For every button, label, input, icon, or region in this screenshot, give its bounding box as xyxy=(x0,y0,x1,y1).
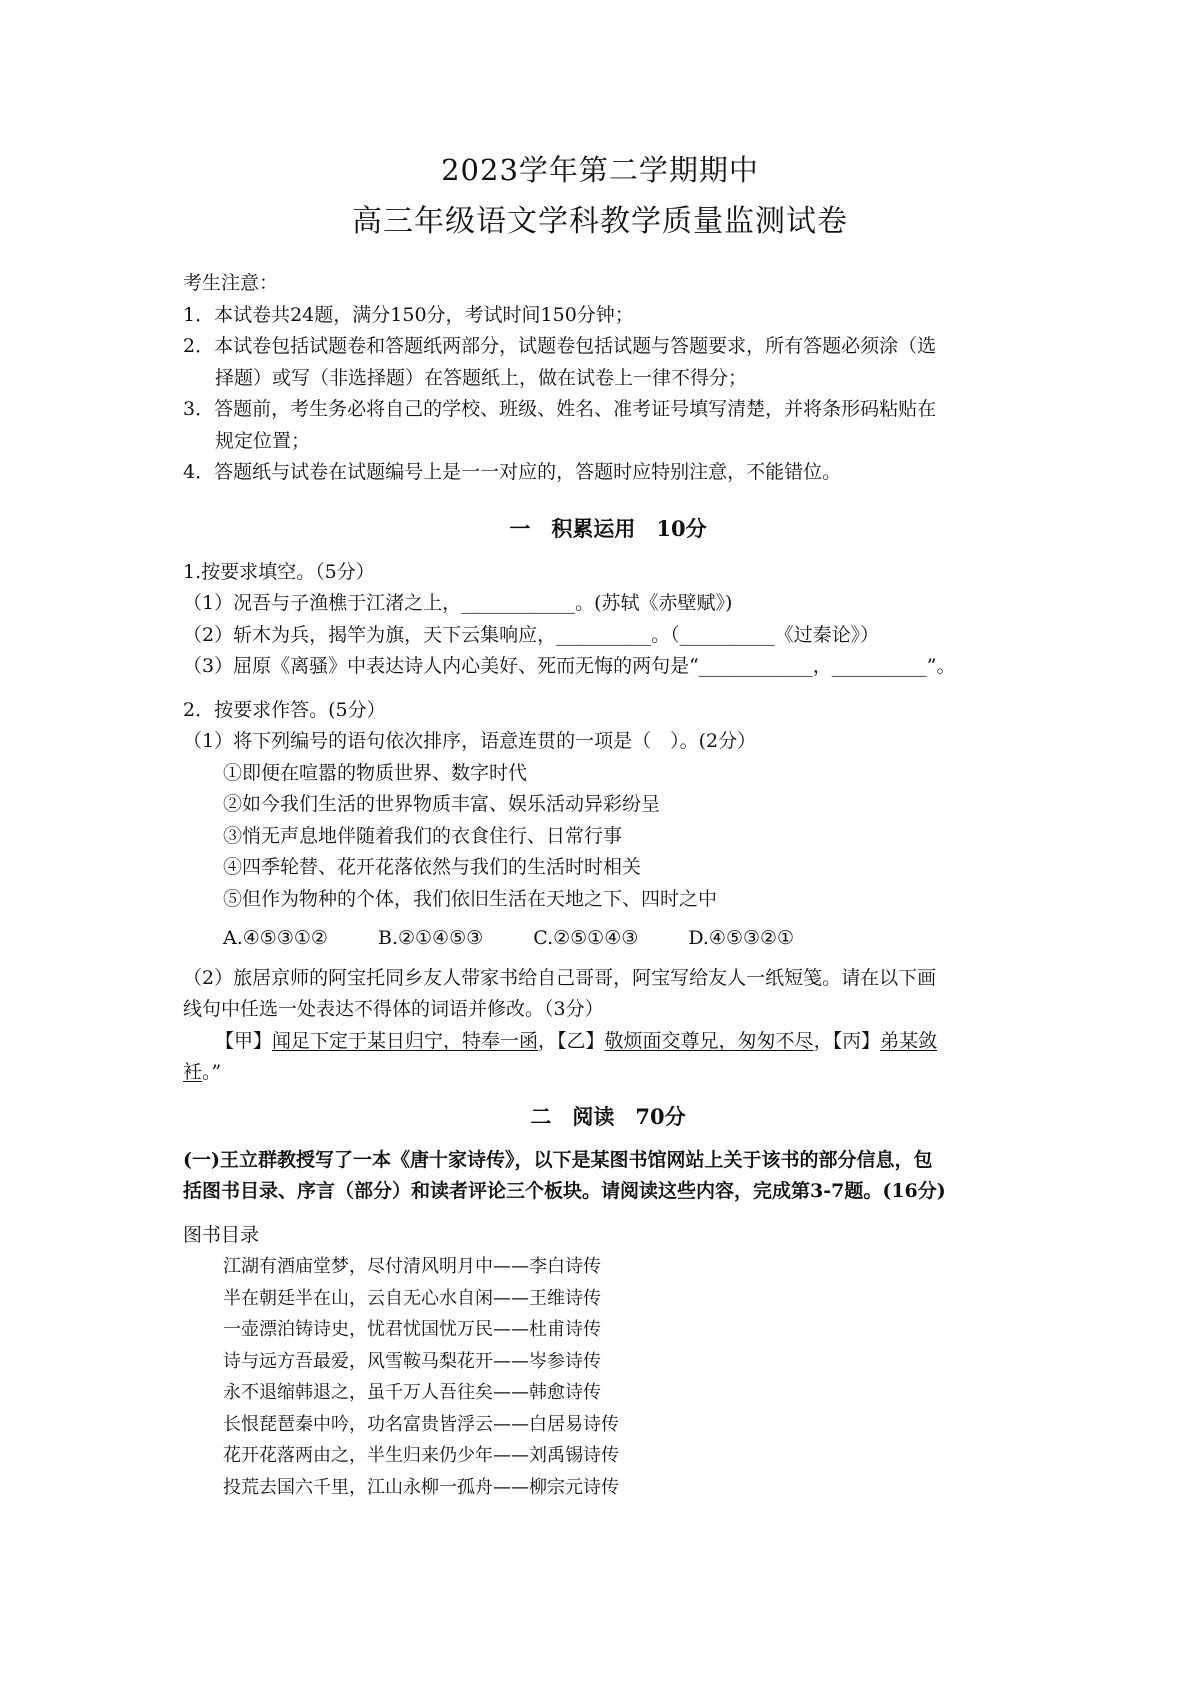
section2-heading: 二 阅读 70分 xyxy=(530,1103,686,1129)
notice-block xyxy=(183,268,1033,489)
sentence-item: ⑤但作为物种的个体，我们依旧生活在天地之下、四时之中 xyxy=(223,887,718,910)
letter-mark-yi: ，【乙】 xyxy=(538,1029,605,1052)
section1-heading: 一 积累运用 10分 xyxy=(509,515,707,541)
sub-question-2: （2）旅居京师的阿宝托同乡友人带家书给自己哥哥，阿宝写给友人一纸短笺。请在以下画 xyxy=(183,966,937,989)
answer-options xyxy=(183,923,1033,955)
letter-mark-jia: 【甲】 xyxy=(215,1029,273,1052)
toc-item: 永不退缩韩退之，虽千万人吾往矣——韩愈诗传 xyxy=(223,1382,601,1403)
question-stem: 1.按要求填空。（5分） xyxy=(183,560,375,583)
letter-text-continued xyxy=(183,1057,1033,1089)
notice-item: 1．本试卷共24题，满分150分，考试时间150分钟； xyxy=(183,303,634,326)
notice-item-continued: 择题）或写（非选择题）在答题纸上，做在试卷上一律不得分； xyxy=(215,366,748,389)
toc-item: 投荒去国六千里，江山永柳一孤舟——柳宗元诗传 xyxy=(223,1476,619,1498)
fill-blank-item: （3）屈原《离骚》中表达诗人内心美好、死而无悔的两句是“____________，__________”。 xyxy=(183,655,956,677)
letter-underlined-bing: 弟某敛 xyxy=(880,1029,938,1052)
sub-question-2-continued: 线句中任选一处表达不得体的词语并修改。（3分） xyxy=(183,998,604,1020)
sentence-item: ④四季轮替、花开花落依然与我们的生活时时相关 xyxy=(223,856,642,878)
toc-item: 花开花落两由之，半生归来仍少年——刘禹锡诗传 xyxy=(223,1445,619,1466)
option-d: D.④⑤③②① xyxy=(688,927,795,949)
exam-title-line2: 高三年级语文学科教学质量监测试卷 xyxy=(352,204,848,239)
toc-label: 图书目录 xyxy=(183,1223,260,1246)
toc-item: 半在朝廷半在山，云自无心水自闲——王维诗传 xyxy=(223,1287,601,1309)
letter-underlined-jia: 闻足下定于某日归宁，特奉一函 xyxy=(272,1029,539,1052)
exam-title-line1: 2023学年第二学期期中 xyxy=(441,153,759,187)
notice-item: 4．答题纸与试卷在试题编号上是一一对应的，答题时应特别注意，不能错位。 xyxy=(183,461,842,483)
sentence-item: ③悄无声息地伴随着我们的衣食住行、日常行事 xyxy=(223,824,623,847)
letter-mark-bing: ，【丙】 xyxy=(813,1029,881,1052)
sub-question-1: （1）将下列编号的语句依次排序，语意连贯的一项是（ ）。(2分） xyxy=(183,730,757,752)
toc-item: 长恨琵琶秦中吟，功名富贵皆浮云——白居易诗传 xyxy=(223,1413,619,1435)
question-1 xyxy=(183,557,1033,683)
notice-item: 3．答题前，考生务必将自己的学校、班级、姓名、准考证号填写清楚，并将条形码粘贴在 xyxy=(183,398,937,420)
exam-content xyxy=(183,268,1033,1503)
letter-underlined-bing-end: 衽 xyxy=(183,1061,203,1083)
notice-item: 2．本试卷包括试题卷和答题纸两部分，试题卷包括试题与答题要求，所有答题必须涂（选 xyxy=(183,335,937,357)
fill-blank-item: （1）况吾与子渔樵于江渚之上，____________。(苏轼《赤壁赋》) xyxy=(183,592,733,614)
fill-blank-item: （2）斩木为兵，揭竿为旗，天下云集响应，__________。（__________《过秦论》） xyxy=(183,623,880,646)
notice-label: 考生注意： xyxy=(183,272,279,294)
letter-tail: 。” xyxy=(202,1061,222,1083)
reading-1 xyxy=(183,1145,1033,1504)
question-stem: 2．按要求作答。(5分） xyxy=(183,698,386,721)
reading-intro: (一)王立群教授写了一本《唐十家诗传》，以下是某图书馆网站上关于该书的部分信息，包 xyxy=(183,1148,933,1171)
question-2 xyxy=(183,695,1033,1089)
toc-item: 一壶漂泊铸诗史，忧君忧国忧万民——杜甫诗传 xyxy=(223,1319,601,1340)
option-c: C.②⑤①④③ xyxy=(533,927,639,949)
letter-underlined-yi: 敬烦面交尊兄，匆匆不尽 xyxy=(604,1029,814,1052)
notice-item-continued: 规定位置； xyxy=(215,429,311,452)
option-b: B.②①④⑤③ xyxy=(377,927,484,949)
toc-item: 江湖有酒庙堂梦，尽付清风明月中——李白诗传 xyxy=(223,1256,601,1277)
letter-text xyxy=(183,1026,1033,1058)
reading-intro-continued: 括图书目录、序言（部分）和读者评论三个板块。请阅读这些内容，完成第3-7题。(16分) xyxy=(183,1180,946,1202)
sentence-item: ②如今我们生活的世界物质丰富、娱乐活动异彩纷呈 xyxy=(223,793,661,815)
option-a: A.④⑤③①② xyxy=(223,927,328,949)
sentence-item: ①即便在喧嚣的物质世界、数字时代 xyxy=(223,761,528,784)
toc-item: 诗与远方吾最爱，风雪鞍马梨花开——岑参诗传 xyxy=(223,1350,601,1372)
